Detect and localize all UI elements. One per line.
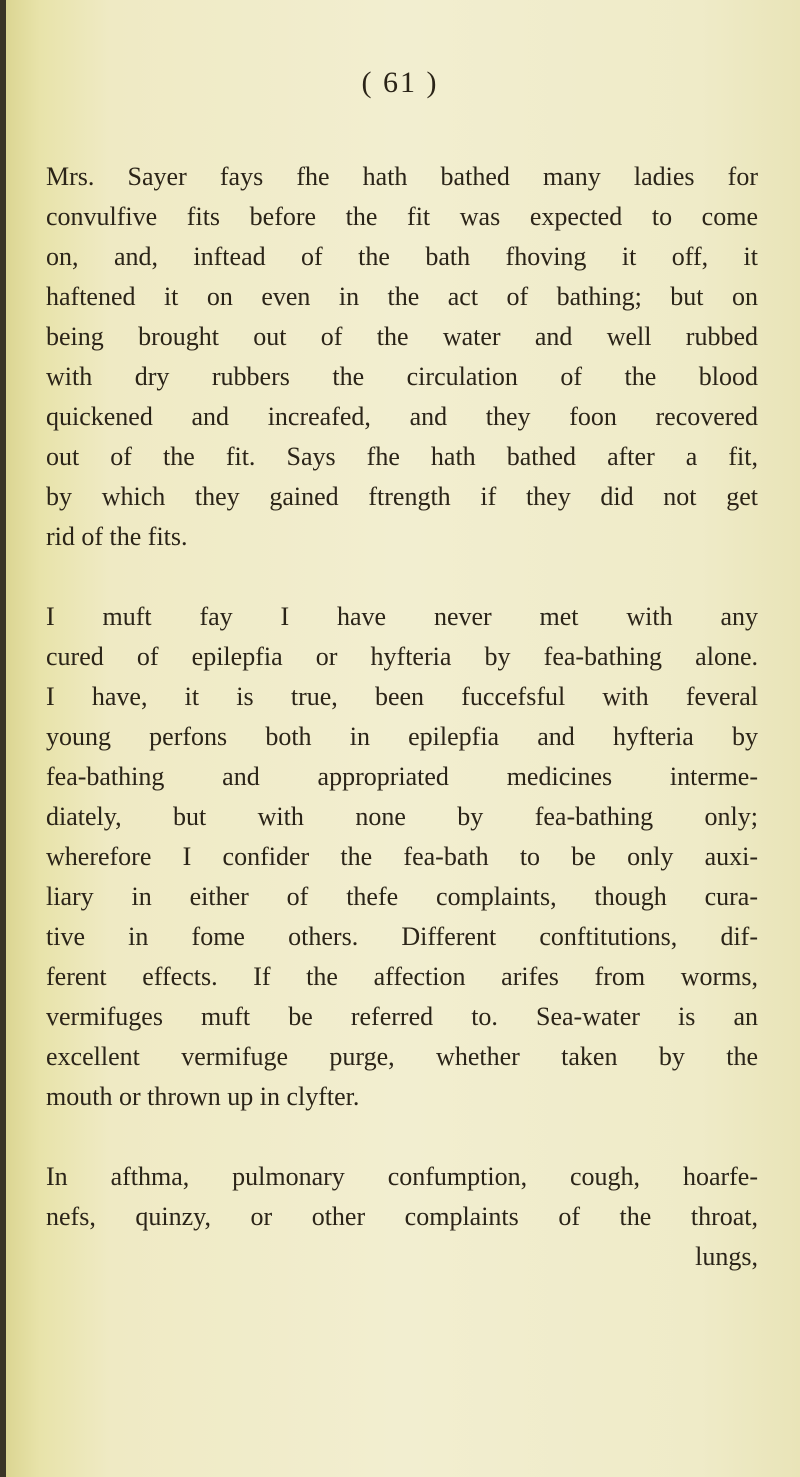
page-number: ( 61 ) — [361, 66, 439, 99]
paragraph-3 — [46, 1157, 758, 1277]
book-spine-edge — [0, 0, 6, 1477]
text-line: convulfive fits before the fit was expected to come — [46, 202, 758, 231]
text-line: out of the fit. Says fhe hath bathed after a fit, — [46, 442, 758, 471]
paragraph-1 — [46, 157, 758, 557]
text-line: I muft fay I have never met with any — [46, 602, 758, 631]
paragraph-gap — [46, 1117, 758, 1157]
text-line: young perfons both in epilepfia and hyfteria by — [46, 722, 758, 751]
text-line: vermifuges muft be referred to. Sea-water is an — [46, 1002, 758, 1031]
text-line: nefs, quinzy, or other complaints of the throat, — [46, 1202, 758, 1231]
text-line: excellent vermifuge purge, whether taken by the — [46, 1042, 758, 1071]
text-line: on, and, inftead of the bath fhoving it off, it — [46, 242, 758, 271]
text-line: ferent effects. If the affection arifes from worms, — [46, 962, 758, 991]
text-line: by which they gained ftrength if they did not get — [46, 482, 758, 511]
text-line: with dry rubbers the circulation of the blood — [46, 362, 758, 391]
text-line: rid of the fits. — [46, 522, 188, 551]
text-line: fea-bathing and appropriated medicines interme- — [46, 762, 758, 791]
paragraph-gap — [46, 557, 758, 597]
text-line: being brought out of the water and well rubbed — [46, 322, 758, 351]
text-line: diately, but with none by fea-bathing only; — [46, 802, 758, 831]
text-line: tive in fome others. Different conftitutions, dif- — [46, 922, 758, 951]
text-line: cured of epilepfia or hyfteria by fea-bathing alone. — [46, 642, 758, 671]
text-line: I have, it is true, been fuccefsful with feveral — [46, 682, 758, 711]
text-line: quickened and increafed, and they foon recovered — [46, 402, 758, 431]
paragraph-2 — [46, 597, 758, 1117]
catchword: lungs, — [695, 1242, 758, 1271]
text-line: haftened it on even in the act of bathing; but on — [46, 282, 758, 311]
text-line: mouth or thrown up in clyfter. — [46, 1082, 360, 1111]
text-line: wherefore I confider the fea-bath to be only auxi- — [46, 842, 758, 871]
body-text — [46, 157, 758, 1277]
text-line: In afthma, pulmonary confumption, cough, hoarfe- — [46, 1162, 758, 1191]
text-line: liary in either of thefe complaints, though cura- — [46, 882, 758, 911]
text-line: Mrs. Sayer fays fhe hath bathed many ladies for — [46, 162, 758, 191]
